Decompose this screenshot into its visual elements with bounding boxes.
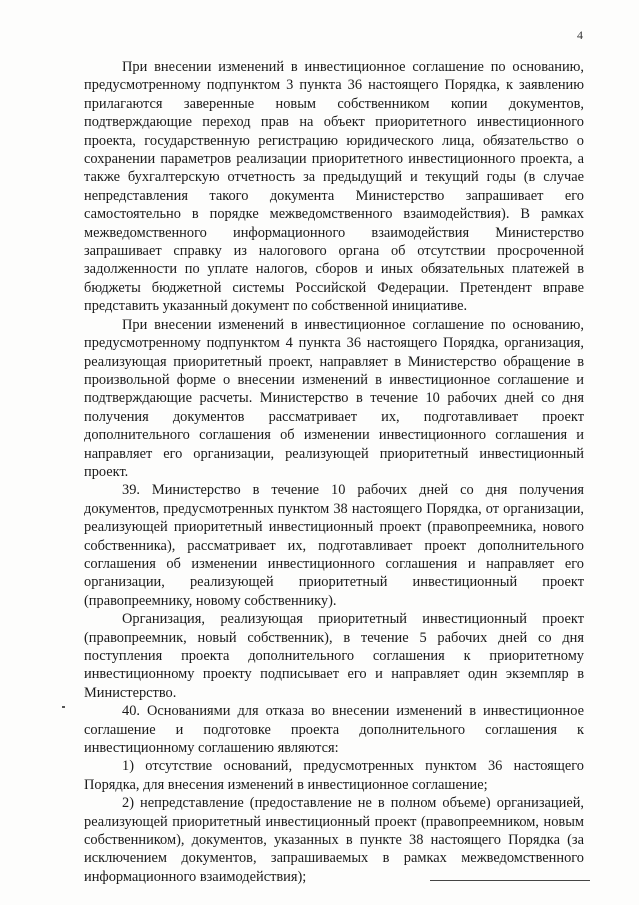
bottom-rule-line [430, 880, 590, 881]
paragraph-refusal-reason-2: 2) непредставление (предоставление не в полном объеме) организацией, реализующей приоритетный инвестиционный проект (правопреемником, новым собственником), документов, указанных в пункте 38 настоящего Порядка (за исключением документов, запрашиваемых в рамках межведомственного информационного взаимодействия); [84, 795, 584, 885]
paragraph-signing-additional-agreement: Организация, реализующая приоритетный инвестиционный проект (правопреемник, новый собственник), в течение 5 рабочих дней со дня поступления проекта дополнительного соглашения к приоритетному инвестиционному проекту подписывает его и направляет один экземпляр в Министерство. [84, 611, 584, 701]
scan-speck [62, 706, 65, 708]
paragraph-documents-for-change-reason-4: При внесении изменений в инвестиционное соглашение по основанию, предусмотренному подпунктом 4 пункта 36 настоящего Порядка, организация, реализующая приоритетный проект, направляет в Министерство обращение в произвольной форме о внесении изменений в инвестиционное соглашение и подтверждающие расчеты. Министерство в течение 10 рабочих дней со дня получения документов рассматривает их, подготавливает проект дополнительного соглашения об изменении инвестиционного соглашения и направляет его организации, реализующей приоритетный инвестиционный проект. [84, 316, 584, 480]
page-number: 4 [577, 28, 583, 42]
paragraph-refusal-reason-1: 1) отсутствие оснований, предусмотренных пунктом 36 настоящего Порядка, для внесения изменений в инвестиционное соглашение; [84, 758, 584, 793]
paragraph-item-39: 39. Министерство в течение 10 рабочих дней со дня получения документов, предусмотренных пунктом 38 настоящего Порядка, от организации, реализующей приоритетный инвестиционный проект (правопреемника, нового собственника), рассматривает их, подготавливает проект дополнительного соглашения об изменении инвестиционного соглашения и направляет его организации, реализующей приоритетный инвестиционный проект (правопреемнику, новому собственнику). [84, 482, 584, 609]
document-body [84, 58, 584, 886]
paragraph-item-40: 40. Основаниями для отказа во внесении изменений в инвестиционное соглашение и подготовке проекта дополнительного соглашения к инвестиционному соглашению являются: [84, 703, 584, 757]
paragraph-documents-for-change-reason-3: При внесении изменений в инвестиционное соглашение по основанию, предусмотренному подпунктом 3 пункта 36 настоящего Порядка, к заявлению прилагаются заверенные новым собственником копии документов, подтверждающие переход прав на объект приоритетного инвестиционного проекта, государственную регистрацию юридического лица, обязательство о сохранении параметров реализации приоритетного инвестиционного проекта, а также бухгалтерскую отчетность за предыдущий и текущий годы (в случае непредставления такого документа Министерство запрашивает его самостоятельно в порядке межведомственного взаимодействия). В рамках межведомственного информационного взаимодействия Министерство запрашивает справку из налогового органа об отсутствии просроченной задолженности по уплате налогов, сборов и иных обязательных платежей в бюджеты бюджетной системы Российской Федерации. Претендент вправе представить указанный документ по собственной инициативе. [84, 59, 584, 315]
